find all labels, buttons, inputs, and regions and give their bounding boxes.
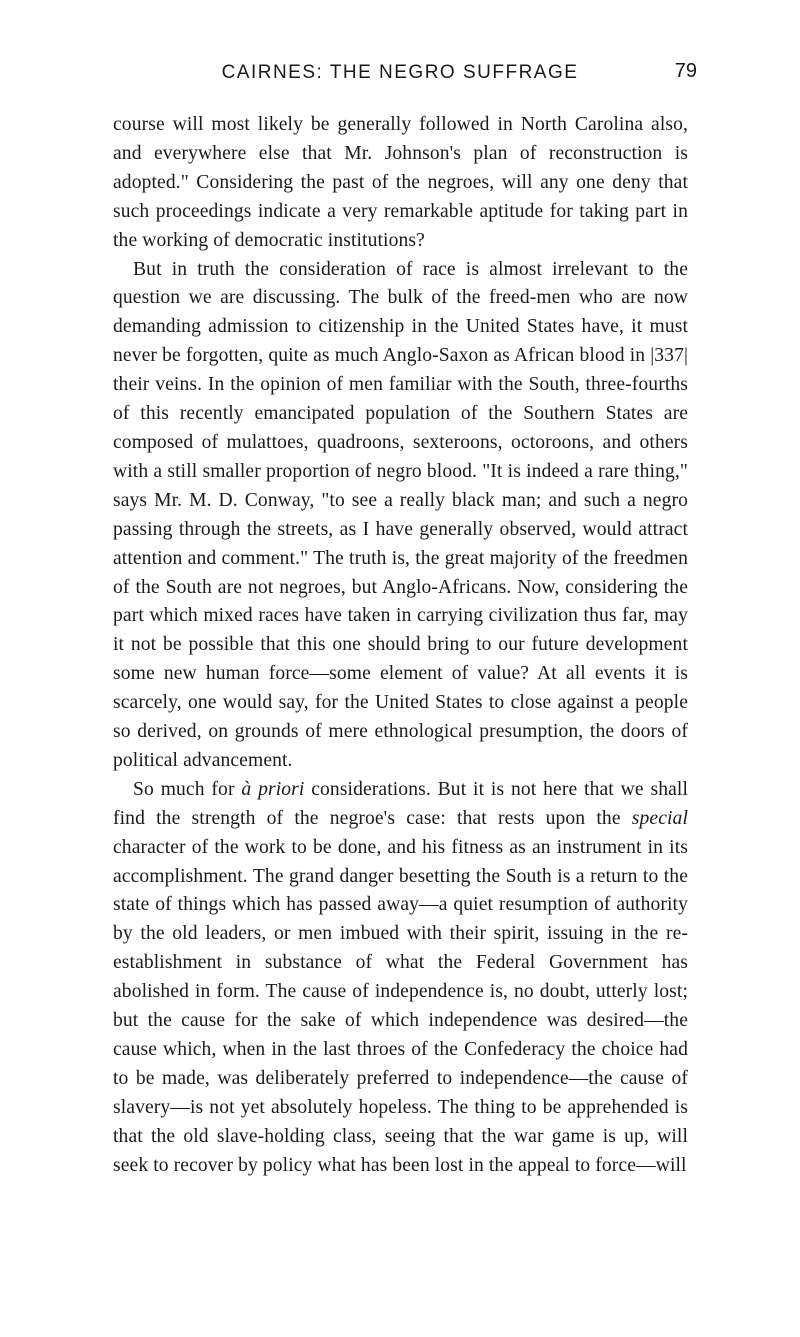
paragraph-2: But in truth the consideration of race is almost irrelevant to the question we are discussing. The bulk of the freed-men who are now demanding admission to citizenship in the United States have, it must never be forgotten, quite as much Anglo-Saxon as African blood in |337| their veins. In the opinion of men familiar with the South, three-fourths of this recently emancipated population of the Southern States are composed of mulattoes, quadroons, sexteroons, octoroons, and others with a still smaller proportion of negro blood. "It is indeed a rare thing," says Mr. M. D. Conway, "to see a really black man; and such a negro passing through the streets, as I have generally observed, would attract attention and comment." The truth is, the great majority of the freedmen of the South are not negroes, but Anglo-Africans. Now, considering the part which mixed races have taken in carrying civilization thus far, may it not be possible that this one should bring to our future development some new human force—some element of value? At all events it is scarcely, one would say, for the United States to close against a people so derived, on grounds of mere ethnological presumption, the doors of political advancement.: [113, 258, 688, 771]
body-text: [113, 111, 688, 1181]
paragraph-3: [113, 776, 688, 1181]
paragraph-3-part: considerations. But it is not here that we shall find the strength of the negroe's case: that rests upon the: [113, 778, 689, 829]
running-head: [0, 58, 800, 88]
paragraph-3-part: So much for: [133, 778, 242, 800]
page-number: 79: [674, 60, 697, 82]
running-title: CAIRNES: THE NEGRO SUFFRAGE: [221, 62, 579, 83]
italic-a-priori: à priori: [241, 778, 305, 800]
paragraph-3-part: character of the work to be done, and his fitness as an instrument in its accomplishment. The grand danger besetting the South is a return to the state of things which has passed away—a quiet resumption of authority by the old leaders, or men imbued with their spirit, issuing in the re-establishment in substance of what the Federal Government has abolished in form. The cause of independence is, no doubt, utterly lost; but the cause for the sake of which independence was desired—the cause which, when in the last throes of the Confederacy the choice had to be made, was deliberately preferred to independence—the cause of slavery—is not yet absolutely hopeless. The thing to be apprehended is that the old slave-holding class, seeing that the war game is up, will seek to recover by policy what has been lost in the appeal to force—will: [113, 836, 688, 1176]
italic-special: special: [631, 807, 688, 829]
paragraph-1: course will most likely be generally followed in North Carolina also, and everywhere else that Mr. Johnson's plan of reconstruction is adopted." Considering the past of the negroes, will any one deny that such proceedings indicate a very remarkable aptitude for taking part in the working of democratic institutions?: [113, 114, 688, 251]
